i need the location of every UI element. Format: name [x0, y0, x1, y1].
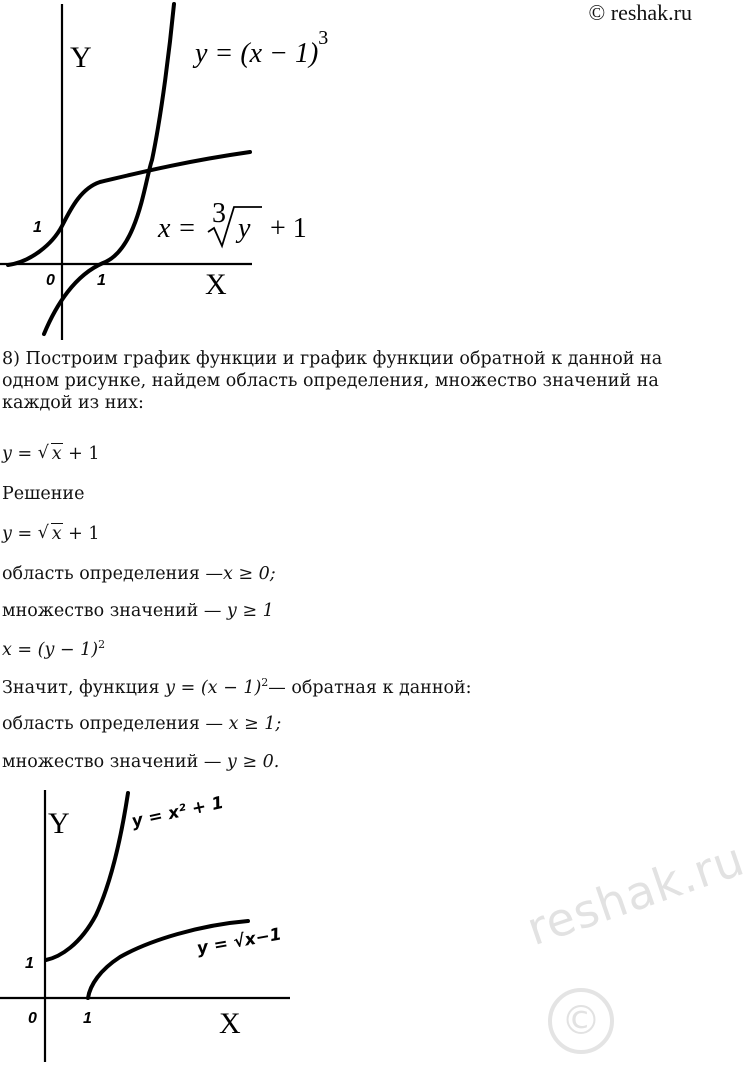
domain-inverse: область определения — x ≥ 1;: [2, 714, 282, 734]
watermark-copyright-icon: ©: [548, 988, 614, 1054]
figure1-y-tick-1: 1: [33, 219, 42, 236]
figure-cubic-graph: [0, 0, 340, 340]
function-definition: y = √ x + 1: [2, 444, 100, 464]
inverse-expression: $x = (y - 1)^2$: [2, 638, 106, 660]
figure1-label-cube: $y = (x - 1)^3$: [195, 27, 329, 69]
figure1-x-label: X: [205, 268, 227, 301]
figure1-label-root-index: 3: [212, 198, 226, 229]
figure1-origin-label: 0: [46, 272, 55, 289]
function-restated: y = √ x + 1: [2, 524, 100, 544]
range-original: множество значений — y ≥ 1: [2, 601, 274, 621]
figure2-x-tick-1: 1: [83, 1010, 92, 1027]
task-statement: 8) Построим график функции и график функции обратной к данной на одном рисунке, найдем область определения, множество значений на каждой из них:: [2, 349, 663, 413]
figure-sqrt-graph: [0, 785, 300, 1065]
figure2-label-parabola: y = x² + 1: [129, 792, 226, 832]
figure2-y-label: Y: [48, 807, 70, 840]
figure2-y-tick-1: 1: [25, 955, 34, 972]
curve-sqrt: [88, 921, 248, 998]
domain-original: область определения —x ≥ 0;: [2, 564, 276, 584]
figure1-label-root-radicand: y: [238, 213, 251, 244]
figure2-label-root: y = √x−1: [195, 924, 284, 959]
figure1-y-label: Y: [70, 41, 92, 74]
range-inverse: множество значений — y ≥ 0.: [2, 752, 280, 772]
figure2-origin-label: 0: [28, 1010, 37, 1027]
conclusion-line: Значит, функция $y = (x - 1)^2—$ обратная к данной:: [2, 676, 472, 698]
solution-heading: Решение: [2, 484, 85, 504]
figure1-x-tick-1: 1: [97, 272, 106, 289]
figure2-x-label: X: [219, 1007, 241, 1040]
copyright-notice: © reshak.ru: [588, 0, 692, 25]
figure1-label-root-rhs: + 1: [270, 213, 307, 244]
watermark-text: reshak.ru: [520, 831, 751, 957]
figure1-label-root-lhs: x =: [158, 213, 197, 244]
